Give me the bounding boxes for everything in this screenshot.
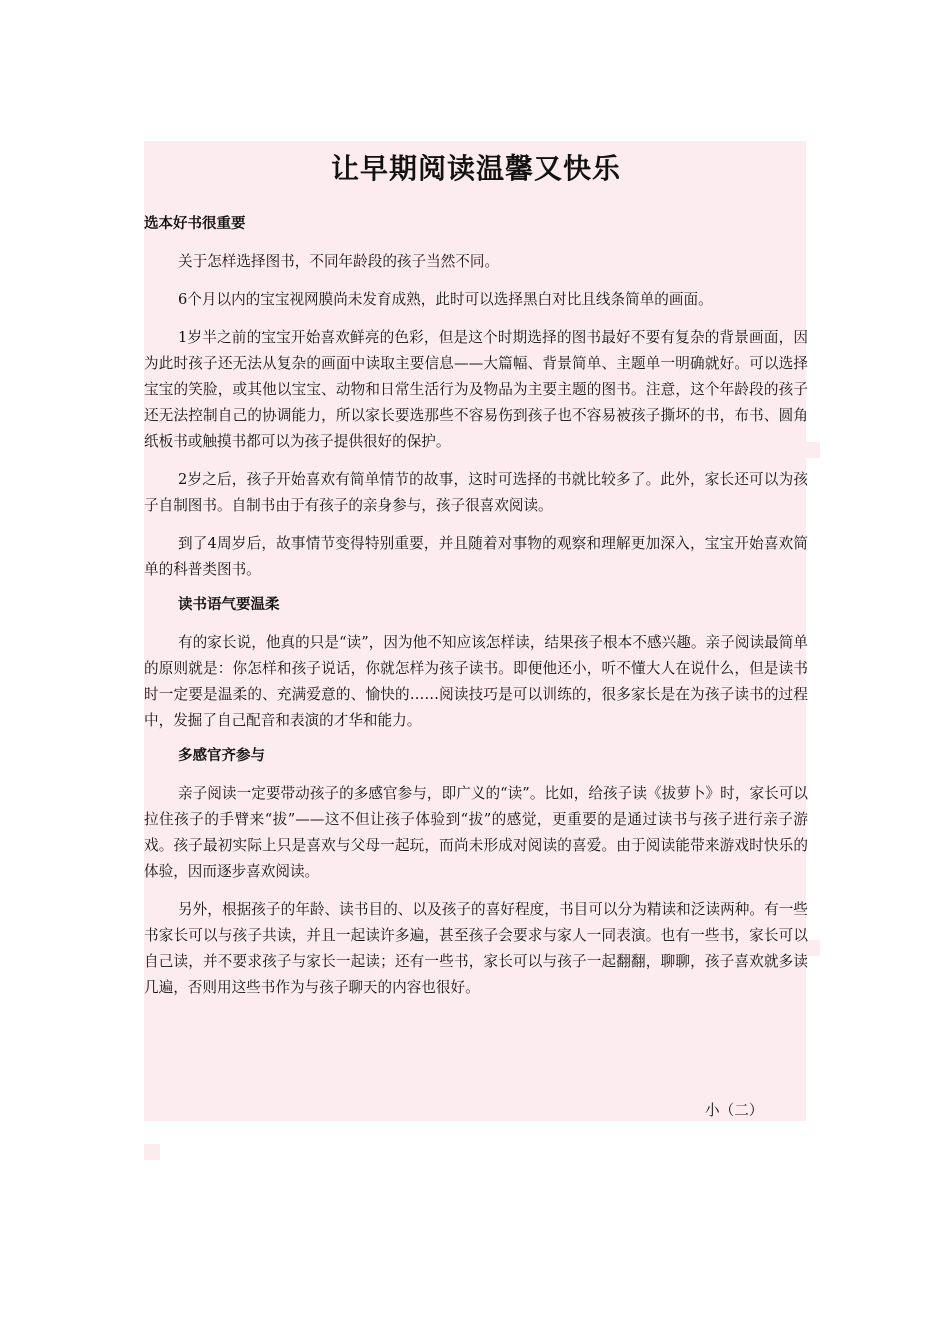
section-heading-choose-books: 选本好书很重要 [144,216,246,232]
paragraph: 另外，根据孩子的年龄、读书目的、以及孩子的喜好程度，书目可以分为精读和泛读两种。有一些书家长可以与孩子共读，并且一起读许多遍，甚至孩子会要求与家人一同表演。也有一些书，家长可以自己读，并不要求孩子与家长一起读；还有一些书，家长可以与孩子一起翻翻，聊聊，孩子喜欢就多读几遍，否则用这些书作为与孩子聊天的内容也很好。 [144,901,808,996]
paragraph: 2岁之后，孩子开始喜欢有简单情节的故事，这时可选择的书就比较多了。此外，家长还可以为孩子自制图书。自制书由于有孩子的亲身参与，孩子很喜欢阅读。 [144,471,808,514]
paragraph: 到了4周岁后，故事情节变得特别重要，并且随着对事物的观察和理解更加深入，宝宝开始喜欢简单的科普类图书。 [144,535,808,578]
section-heading-gentle-tone: 读书语气要温柔 [178,597,280,613]
section-heading-multi-senses: 多感官齐参与 [178,748,265,764]
paragraph: 1岁半之前的宝宝开始喜欢鲜亮的色彩，但是这个时期选择的图书最好不要有复杂的背景画面，因为此时孩子还无法从复杂的画面中读取主要信息——大篇幅、背景简单、主题单一明确就好。可以选择宝宝的笑脸，或其他以宝宝、动物和日常生活行为及物品为主要主题的图书。注意，这个年龄段的孩子还无法控制自己的协调能力，所以家长要选那些不容易伤到孩子也不容易被孩子撕坏的书，布书、圆角纸板书或触摸书都可以为孩子提供很好的保护。 [144,329,808,450]
stray-highlight-block [144,1144,160,1160]
highlight-overflow-mark [806,940,820,956]
paragraph: 有的家长说，他真的只是“读”，因为他不知应该怎样读，结果孩子根本不感兴趣。亲子阅读最简单的原则就是：你怎样和孩子说话，你就怎样为孩子读书。即便他还小，听不懂大人在说什么，但是读书时一定要是温柔的、充满爱意的、愉快的……阅读技巧是可以训练的，很多家长是在为孩子读书的过程中，发掘了自己配音和表演的才华和能力。 [144,634,808,729]
highlight-overflow-mark [806,442,820,458]
paragraph: 关于怎样选择图书，不同年龄段的孩子当然不同。 [178,253,500,270]
paragraph: 亲子阅读一定要带动孩子的多感官参与，即广义的“读”。比如，给孩子读《拔萝卜》时，家长可以拉住孩子的手臂来“拔”——这不但让孩子体验到“拔”的感觉，更重要的是通过读书与孩子进行亲子游戏。孩子最初实际上只是喜欢与父母一起玩，而尚未形成对阅读的喜爱。由于阅读能带来游戏时快乐的体验，因而逐步喜欢阅读。 [144,785,808,880]
article [144,141,808,1001]
paragraph: 6个月以内的宝宝视网膜尚未发育成熟，此时可以选择黑白对比且线条简单的画面。 [178,291,713,308]
article-title: 让早期阅读温馨又快乐 [330,152,621,185]
author-signature: 小（二） [705,1102,764,1119]
